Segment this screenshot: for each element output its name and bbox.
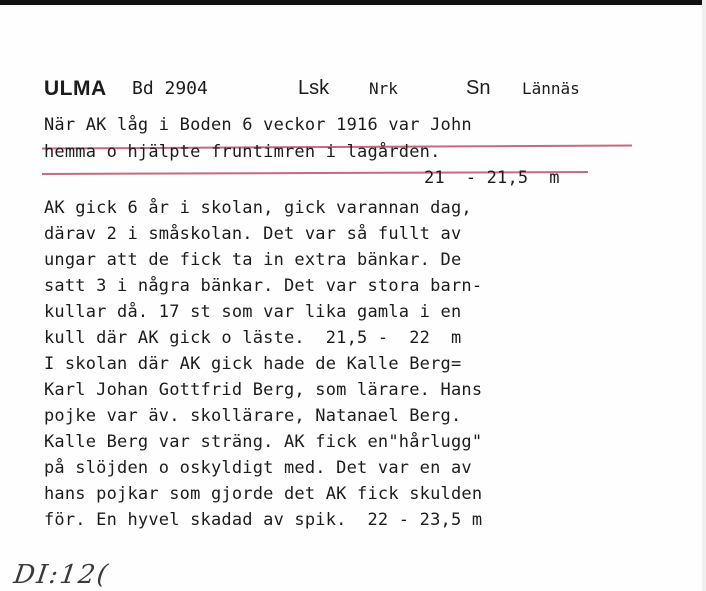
landskap-label: Lsk xyxy=(298,77,330,99)
text-line: Kalle Berg var sträng. AK fick en"hårlugg" xyxy=(44,432,483,452)
text-line: Karl Johan Gottfrid Berg, som lärare. Hans xyxy=(44,380,483,400)
text-line: AK gick 6 år i skolan, gick varannan dag, xyxy=(44,198,472,218)
text-line: för. En hyvel skadad av spik. 22 - 23,5 m xyxy=(44,510,483,530)
text-line: hans pojkar som gjorde det AK fick skulden xyxy=(44,484,483,504)
text-line: kull där AK gick o läste. 21,5 - 22 m xyxy=(44,328,462,348)
landskap-value: Nrk xyxy=(369,79,398,98)
archive-card xyxy=(0,5,702,591)
archive-name: ULMA xyxy=(44,77,107,100)
text-line: därav 2 i småskolan. Det var så fullt av xyxy=(44,224,462,244)
text-line: kullar då. 17 st som var lika gamla i en xyxy=(44,302,462,322)
text-line: pojke var äv. skollärare, Natanael Berg. xyxy=(44,406,462,426)
socken-value: Lännäs xyxy=(522,79,580,98)
text-line: I skolan där AK gick hade de Kalle Berg= xyxy=(44,354,462,374)
record-number: Bd 2904 xyxy=(132,78,208,99)
text-line: satt 3 i några bänkar. Det var stora barn- xyxy=(44,276,483,296)
text-line: på slöjden o oskyldigt med. Det var en av xyxy=(44,458,472,478)
card-header xyxy=(44,77,664,105)
socken-label: Sn xyxy=(466,77,491,99)
right-edge xyxy=(702,0,706,591)
text-line: hemma o hjälpte fruntimren i lagården. xyxy=(44,142,441,162)
handwritten-signature: DI:12( xyxy=(11,560,112,590)
text-line: ungar att de fick ta in extra bänkar. De xyxy=(44,250,462,270)
text-line: När AK låg i Boden 6 veckor 1916 var John xyxy=(44,115,472,135)
text-line: 21 - 21,5 m xyxy=(424,168,560,188)
